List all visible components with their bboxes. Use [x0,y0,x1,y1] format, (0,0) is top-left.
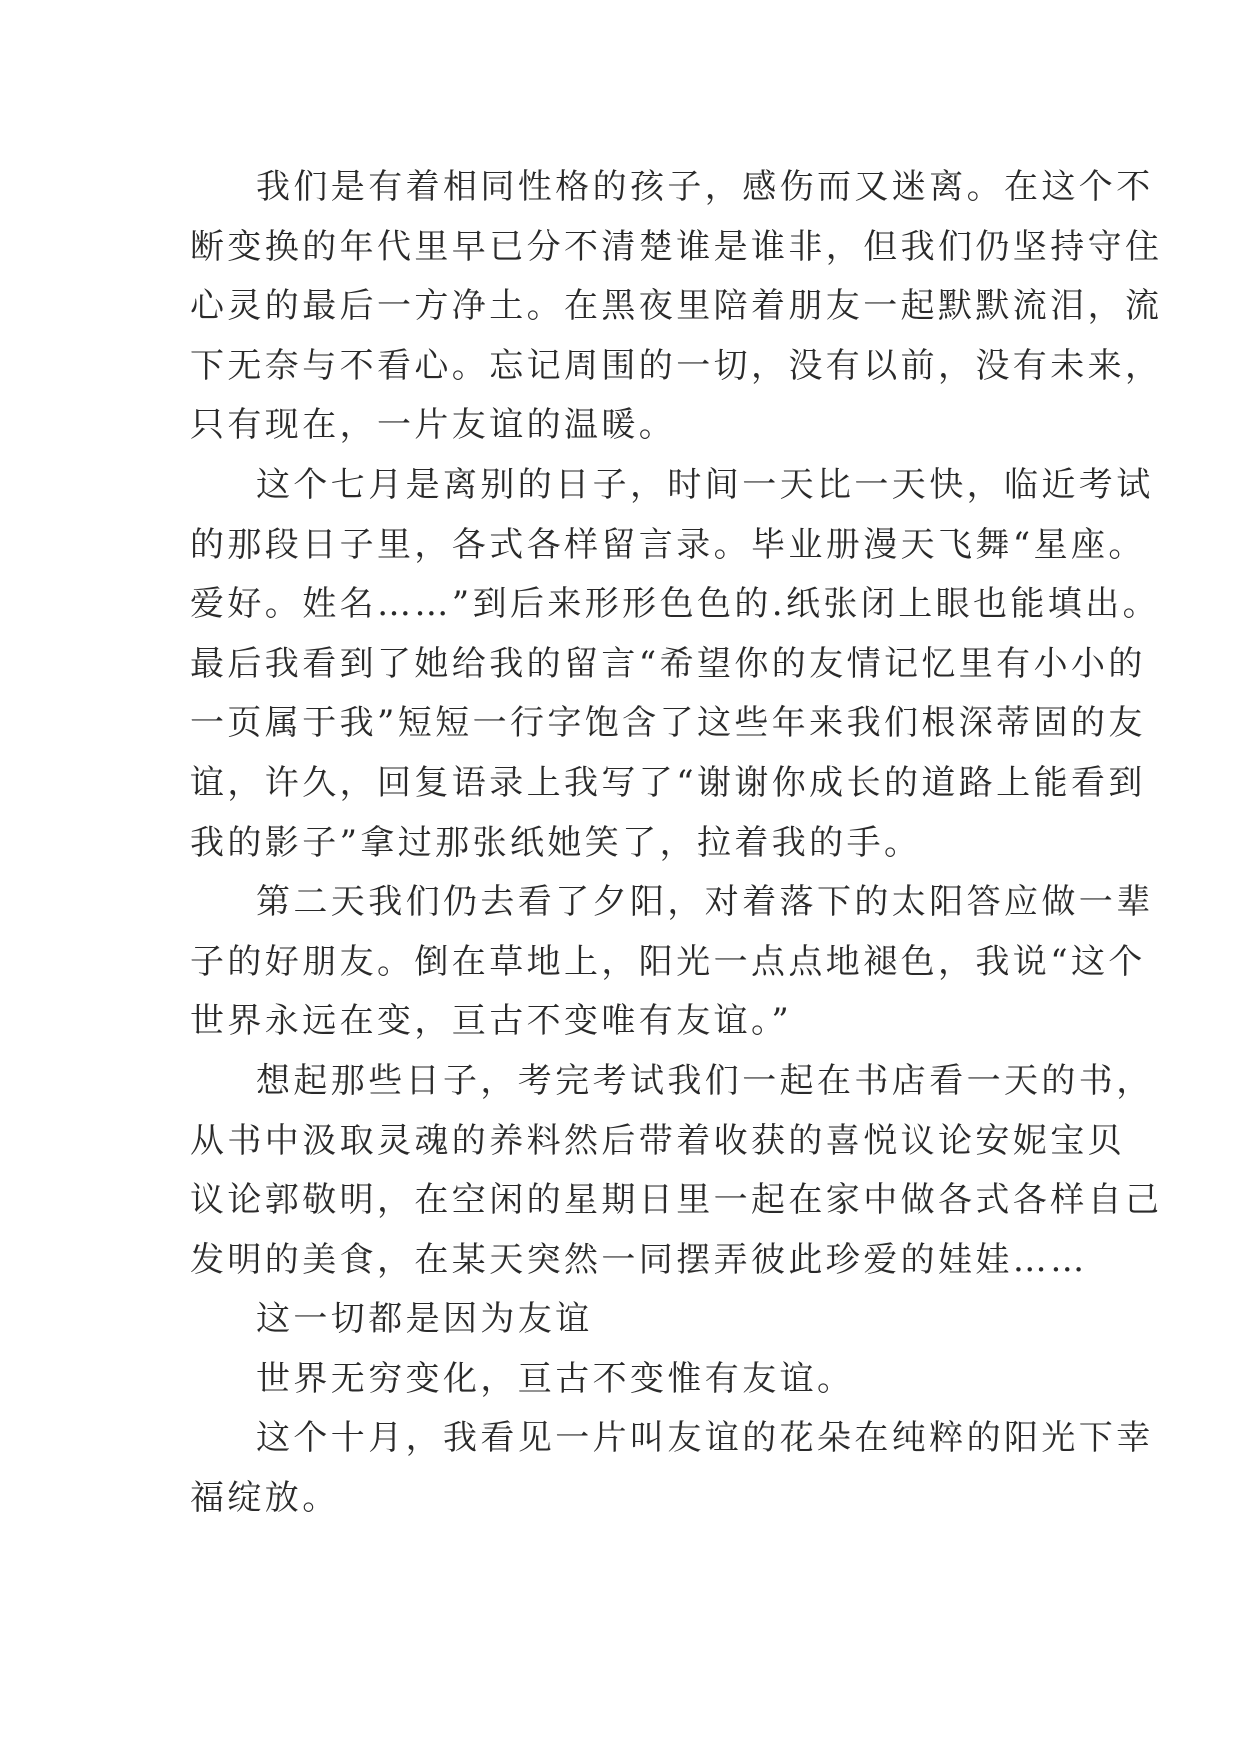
text-line: 子的好朋友。倒在草地上，阳光一点点地褪色，我说“这个 [190,941,1146,982]
text-line: 爱好。姓名……”到后来形形色色的.纸张闭上眼也能填出。 [190,584,1160,625]
text-line: 我们是有着相同性格的孩子，感伤而又迷离。在这个不 [256,167,1154,207]
paragraph-1 [190,158,1163,456]
paragraph-7 [190,1409,1154,1528]
paragraph-5 [190,1290,1070,1350]
text-line: 世界永远在变，亘古不变唯有友谊。” [190,1001,793,1042]
text-line: 断变换的年代里早已分不清楚谁是谁非，但我们仍坚持守住 [190,226,1163,267]
paragraph-4 [190,1052,1163,1290]
text-line: 想起那些日子，考完考试我们一起在书店看一天的书， [256,1060,1154,1101]
text-line: 这一切都是因为友谊 [256,1299,593,1340]
text-line: 下无奈与不看心。忘记周围的一切，没有以前，没有未来， [190,345,1163,386]
text-line: 的那段日子里，各式各样留言录。毕业册漫天飞舞“星座。 [190,524,1146,565]
document-body [190,158,1163,1529]
text-line: 心灵的最后一方净土。在黑夜里陪着朋友一起默默流泪，流 [190,286,1163,327]
text-line: 发明的美食，在某天突然一同摆弄彼此珍爱的娃娃…… [190,1239,1088,1280]
text-line: 这个七月是离别的日子，时间一天比一天快，临近考试 [256,464,1154,505]
text-line: 第二天我们仍去看了夕阳，对着落下的太阳答应做一辈 [256,882,1154,923]
text-line: 只有现在，一片友谊的温暖。 [190,405,677,446]
paragraph-6 [190,1350,1070,1410]
paragraph-3 [190,873,1154,1052]
text-line: 从书中汲取灵魂的养料然后带着收获的喜悦议论安妮宝贝 [190,1120,1125,1161]
text-line: 一页属于我”短短一行字饱含了这些年来我们根深蒂固的友 [190,703,1146,744]
text-line: 世界无穷变化，亘古不变惟有友谊。 [256,1358,855,1399]
text-line: 我的影子”拿过那张纸她笑了，拉着我的手。 [190,822,922,863]
text-line: 谊，许久，回复语录上我写了“谢谢你成长的道路上能看到 [190,762,1146,803]
paragraph-2 [190,456,1160,873]
text-line: 福绽放。 [190,1478,340,1519]
text-line: 最后我看到了她给我的留言“希望你的友情记忆里有小小的 [190,643,1146,684]
text-line: 议论郭敬明，在空闲的星期日里一起在家中做各式各样自己 [190,1180,1163,1221]
text-line: 这个十月，我看见一片叫友谊的花朵在纯粹的阳光下幸 [256,1418,1154,1459]
